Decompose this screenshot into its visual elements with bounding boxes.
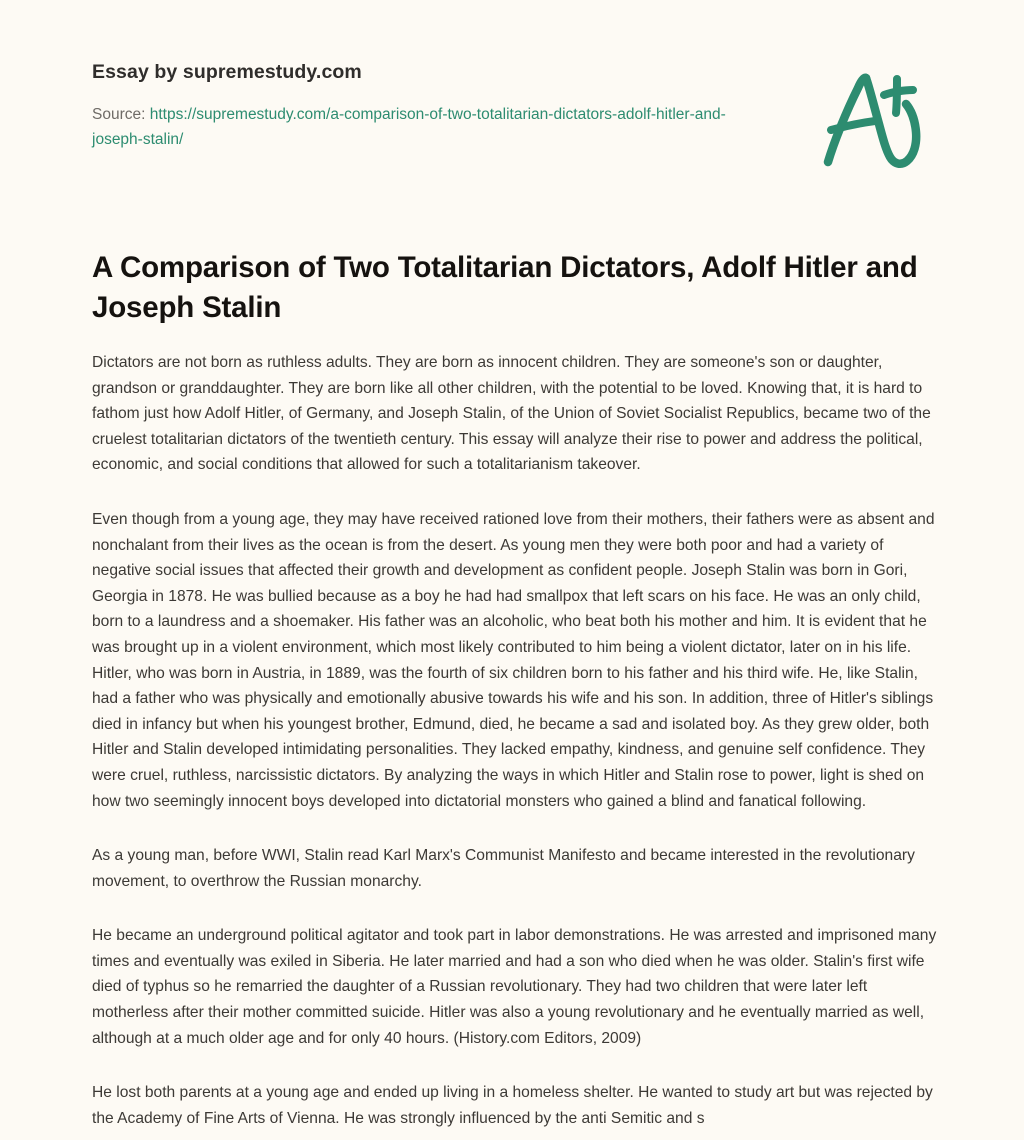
source-url-link[interactable]: https://supremestudy.com/a-comparison-of-two-totalitarian-dictators-adolf-hitler-and-joseph-stalin/ [92, 106, 726, 148]
paragraph: As a young man, before WWI, Stalin read Karl Marx's Communist Manifesto and became interested in the revolutionary movement, to overthrow the Russian monarchy. [92, 847, 915, 890]
source-label: Source: [92, 106, 146, 123]
paragraph: He became an underground political agitator and took part in labor demonstrations. He was arrested and imprisoned many times and eventually was exiled in Siberia. He later married and had a son who died when he was older. Stalin's first wife died of typhus so he remarried the daughter of a Russian revolutionary. They had two children that were later left motherless after their mother committed suicide. Hitler was also a young revolutionary and he eventually married as well, although at a much older age and for only 40 hours. (History.com Editors, 2009) [92, 927, 937, 1047]
paragraph: Dictators are not born as ruthless adults. They are born as innocent children. They are someone's son or daughter, grandson or granddaughter. They are born like all other children, with the potential to be loved. Knowing that, it is hard to fathom just how Adolf Hitler, of Germany, and Joseph Stalin, of the Union of Soviet Socialist Republics, became two of the cruelest totalitarian dictators of the twentieth century. This essay will analyze their rise to power and address the political, economic, and social conditions that allowed for such a totalitarianism takeover. [92, 354, 931, 474]
paragraph: He lost both parents at a young age and ended up living in a homeless shelter. He wanted to study art but was rejected by the Academy of Fine Arts of Vienna. He was strongly influenced by the anti Semitic and s [92, 1084, 933, 1127]
page-title: A Comparison of Two Totalitarian Dictators, Adolf Hitler and Joseph Stalin [92, 251, 918, 324]
source-line [92, 103, 752, 152]
document-header [92, 58, 752, 152]
article-body [92, 350, 939, 1140]
essay-attribution: Essay by supremestudy.com [92, 61, 362, 83]
a-plus-logo-icon [812, 62, 936, 170]
paragraph: Even though from a young age, they may have received rationed love from their mothers, their fathers were as absent and nonchalant from their lives as the ocean is from the desert. As young men they were both poor and had a variety of negative social issues that affected their growth and development as confident people. Joseph Stalin was born in Gori, Georgia in 1878. He was bullied because as a boy he had had smallpox that left scars on his face. He was an only child, born to a laundress and a shoemaker. His father was an alcoholic, who beat both his mother and him. It is evident that he was brought up in a violent environment, which most likely contributed to him being a violent dictator, later on in his life. Hitler, who was born in Austria, in 1889, was the fourth of six children born to his father and his third wife. He, like Stalin, had a father who was physically and emotionally abusive towards his wife and his son. In addition, three of Hitler's siblings died in infancy but when his youngest brother, Edmund, died, he became a sad and isolated boy. As they grew older, both Hitler and Stalin developed intimidating personalities. They lacked empathy, kindness, and genuine self confidence. They were cruel, ruthless, narcissistic dictators. By analyzing the ways in which Hitler and Stalin rose to power, light is shed on how two seemingly innocent boys developed into dictatorial monsters who gained a blind and fanatical following. [92, 510, 935, 810]
